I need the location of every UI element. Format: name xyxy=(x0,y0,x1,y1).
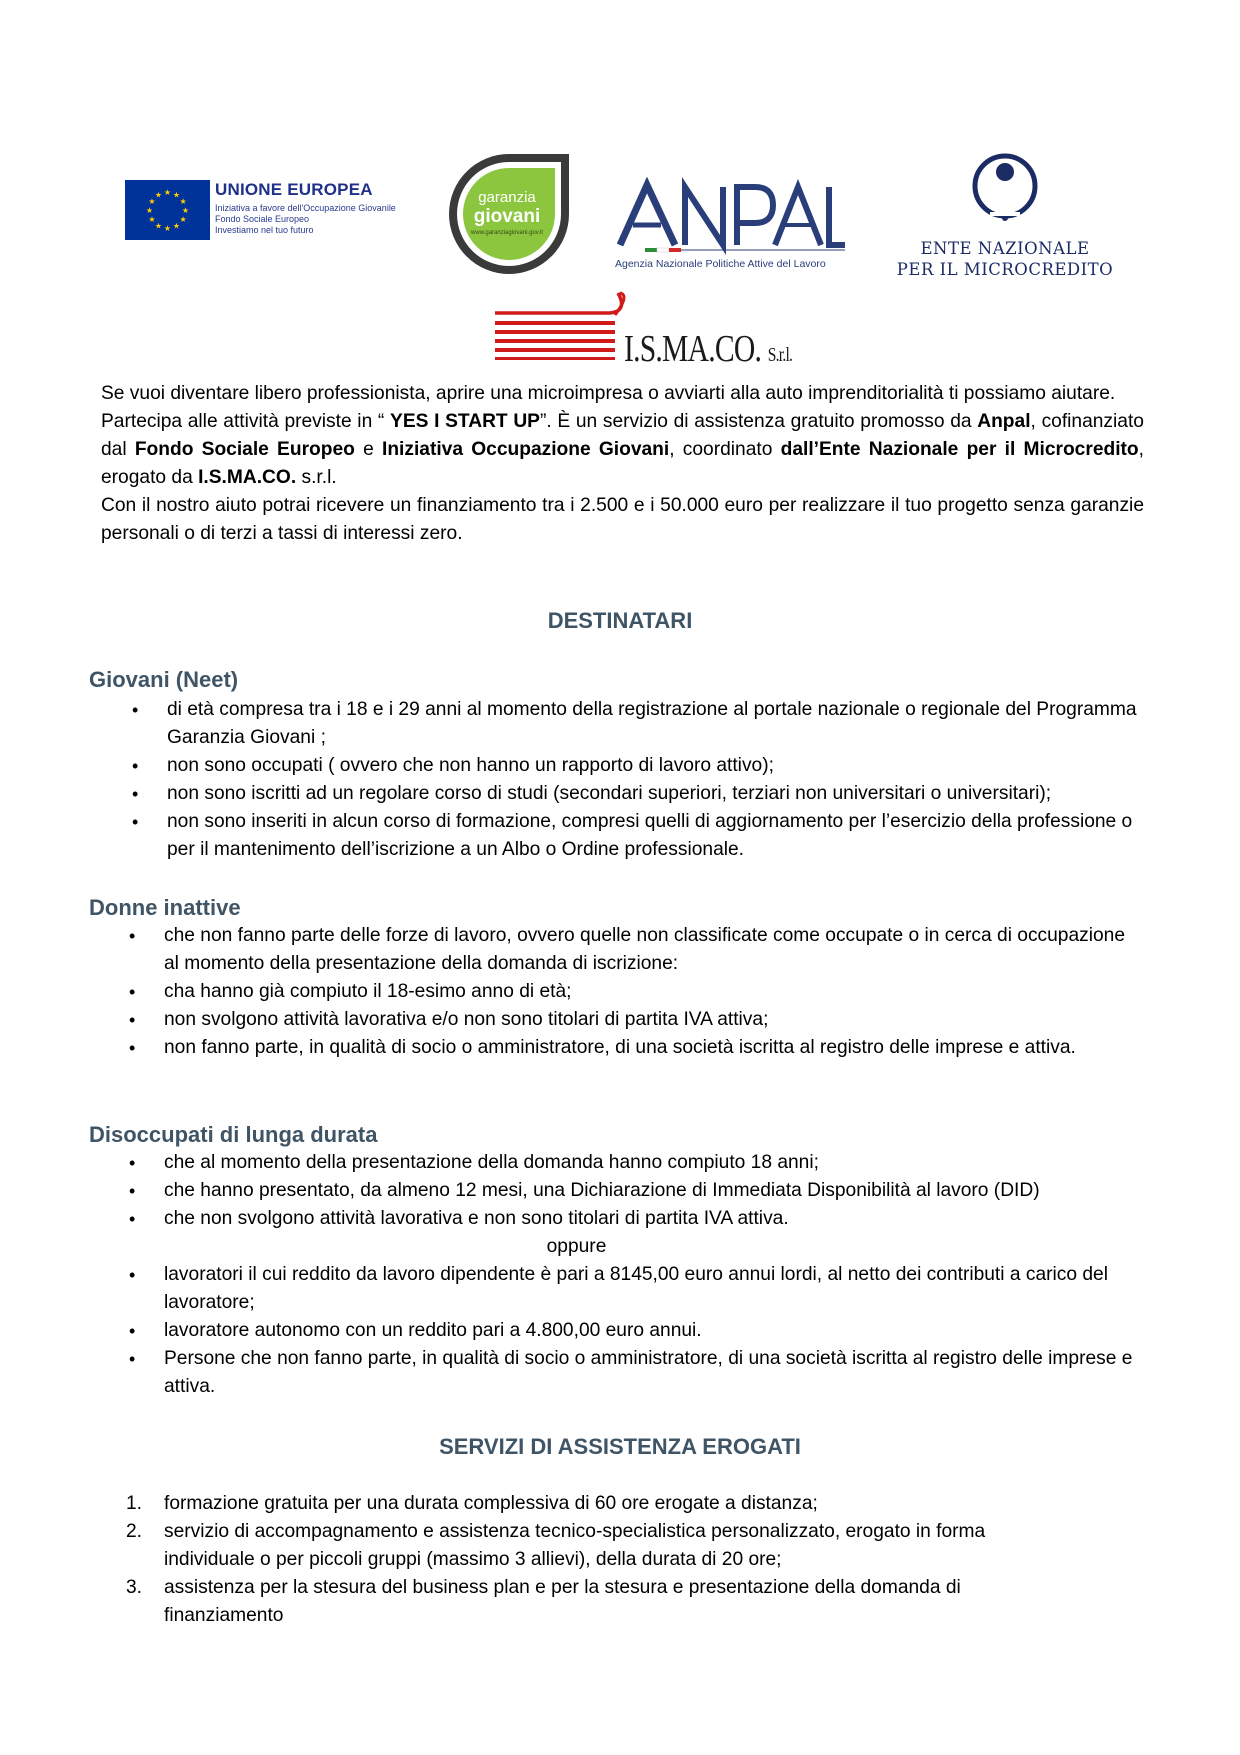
list-item: • Persone che non fanno parte, in qualità di socio o amministratore, di una società iscritta al registro delle imprese e attiva. xyxy=(129,1348,1133,1397)
list-item: • non sono inseriti in alcun corso di formazione, compresi quelli di aggiornamento per l’esercizio della professione o per il mantenimento dell’iscrizione a un Albo o Ordine professionale. xyxy=(132,811,1133,860)
list-item: • non fanno parte, in qualità di socio o amministratore, di una società iscritta al registro delle imprese e attiva. xyxy=(129,1037,1076,1058)
eu-star-icon: ★ xyxy=(172,221,181,231)
intro-paragraph-2: Partecipa alle attività previste in “ YES I START UP”. È un servizio di assistenza gratuito promosso da Anpal, cofinanziato dal Fondo Sociale Europeo e Iniziativa Occupazione Giovani, coordinato dall’Ente Nazionale per il Microcredito, erogato da I.S.MA.CO. s.r.l. xyxy=(101,411,1144,488)
gg-word1: garanzia xyxy=(478,189,536,206)
eu-star-icon: ★ xyxy=(148,197,156,206)
eu-star-icon: ★ xyxy=(154,190,163,200)
intro-block xyxy=(101,380,1144,548)
ente-line2: PER IL MICROCREDITO xyxy=(896,260,1114,279)
list-item: • che non svolgono attività lavorativa e non sono titolari di partita IVA attiva. xyxy=(129,1208,789,1229)
intro-paragraph-3: Con il nostro aiuto potrai ricevere un finanziamento tra i 2.500 e i 50.000 euro per realizzare il tuo progetto senza garanzie personali o di terzi a tassi di interessi zero. xyxy=(101,495,1144,544)
eu-star-icon: ★ xyxy=(163,188,172,197)
eu-star-icon: ★ xyxy=(154,221,163,231)
anpal-logo xyxy=(615,175,845,275)
anpal-tagline: Agenzia Nazionale Politiche Attive del Lavoro xyxy=(615,258,826,270)
donne-heading: Donne inattive xyxy=(89,895,241,920)
list-item: • non svolgono attività lavorativa e/o non sono titolari di partita IVA attiva; xyxy=(129,1009,769,1030)
list-item: • lavoratore autonomo con un reddito pari a 4.800,00 euro annui. xyxy=(129,1320,702,1341)
giovani-heading: Giovani (Neet) xyxy=(89,667,239,692)
eu-line: Fondo Sociale Europeo xyxy=(215,214,310,224)
list-item: • di età compresa tra i 18 e i 29 anni al momento della registrazione al portale nazionale o regionale del Programma Garanzia Giovani ; xyxy=(132,699,1137,748)
eu-star-icon: ★ xyxy=(179,197,187,206)
list-item: • non sono occupati ( ovvero che non hanno un rapporto di lavoro attivo); xyxy=(132,755,774,776)
eu-line: Investiamo nel tuo futuro xyxy=(215,225,314,235)
destinatari-heading: DESTINATARI xyxy=(547,608,693,633)
eu-title: UNIONE EUROPEA xyxy=(215,180,373,199)
eu-star-icon: ★ xyxy=(145,206,154,215)
list-item: • lavoratori il cui reddito da lavoro dipendente è pari a 8145,00 euro annui lordi, al netto dei contributi a carico del lavoratore; xyxy=(129,1264,1108,1313)
eu-star-icon: ★ xyxy=(172,190,181,200)
eu-line: Iniziativa a favore dell'Occupazione Giovanile xyxy=(215,203,396,213)
list-item: • cha hanno già compiuto il 18-esimo anno di età; xyxy=(129,981,572,1002)
disoccupati-heading: Disoccupati di lunga durata xyxy=(89,1122,378,1147)
list-item: • che non fanno parte delle forze di lavoro, ovvero quelle non classificate come occupate o in cerca di occupazione al momento della presentazione della domanda di iscrizione: xyxy=(129,925,1126,974)
eu-star-icon: ★ xyxy=(179,215,187,224)
list-item: 2. servizio di accompagnamento e assistenza tecnico-specialistica personalizzato, erogato in forma individuale o per piccoli gruppi (massimo 3 allievi), della durata di 20 ore; xyxy=(126,1521,986,1570)
giovani-list xyxy=(132,696,1147,864)
list-item: • che al momento della presentazione della domanda hanno compiuto 18 anni; xyxy=(129,1152,819,1173)
ismaco-name: I.S.MA.CO. xyxy=(624,328,762,370)
disoccupati-list xyxy=(129,1149,1149,1401)
list-item: • che hanno presentato, da almeno 12 mesi, una Dichiarazione di Immediata Disponibilità al lavoro (DID) xyxy=(129,1180,1040,1201)
ente-line1: ENTE NAZIONALE xyxy=(920,239,1090,258)
garanzia-giovani-logo xyxy=(445,150,573,278)
donne-list xyxy=(129,922,1144,1062)
eu-star-icon: ★ xyxy=(181,206,190,215)
servizi-heading: SERVIZI DI ASSISTENZA EROGATI xyxy=(439,1434,801,1459)
list-item: 1. formazione gratuita per una durata complessiva di 60 ore erogate a distanza; xyxy=(126,1493,818,1514)
intro-paragraph-1: Se vuoi diventare libero professionista, aprire una microimpresa o avviarti alla auto imprenditorialità ti possiamo aiutare. xyxy=(101,383,1116,404)
eu-star-icon: ★ xyxy=(163,224,172,233)
list-item: • non sono iscritti ad un regolare corso di studi (secondari superiori, terziari non universitari o universitari); xyxy=(132,783,1052,804)
logo-row xyxy=(0,140,1240,280)
ente-emblem-icon xyxy=(890,150,1120,235)
gg-word2: giovani xyxy=(473,206,541,227)
servizi-list xyxy=(126,1490,1064,1630)
eu-flag-icon xyxy=(125,180,210,240)
ismaco-suffix: S.r.l. xyxy=(767,344,793,366)
ente-microcredito-logo xyxy=(890,150,1120,280)
list-item: 3. assistenza per la stesura del business plan e per la stesura e presentazione della domanda di finanziamento xyxy=(126,1577,961,1626)
oppure-label: oppure xyxy=(546,1236,607,1257)
gg-url: www.garanziagiovani.gov.it xyxy=(471,230,543,236)
ismaco-logo xyxy=(490,285,793,370)
eu-star-icon: ★ xyxy=(148,215,156,224)
eu-logo xyxy=(125,180,415,240)
